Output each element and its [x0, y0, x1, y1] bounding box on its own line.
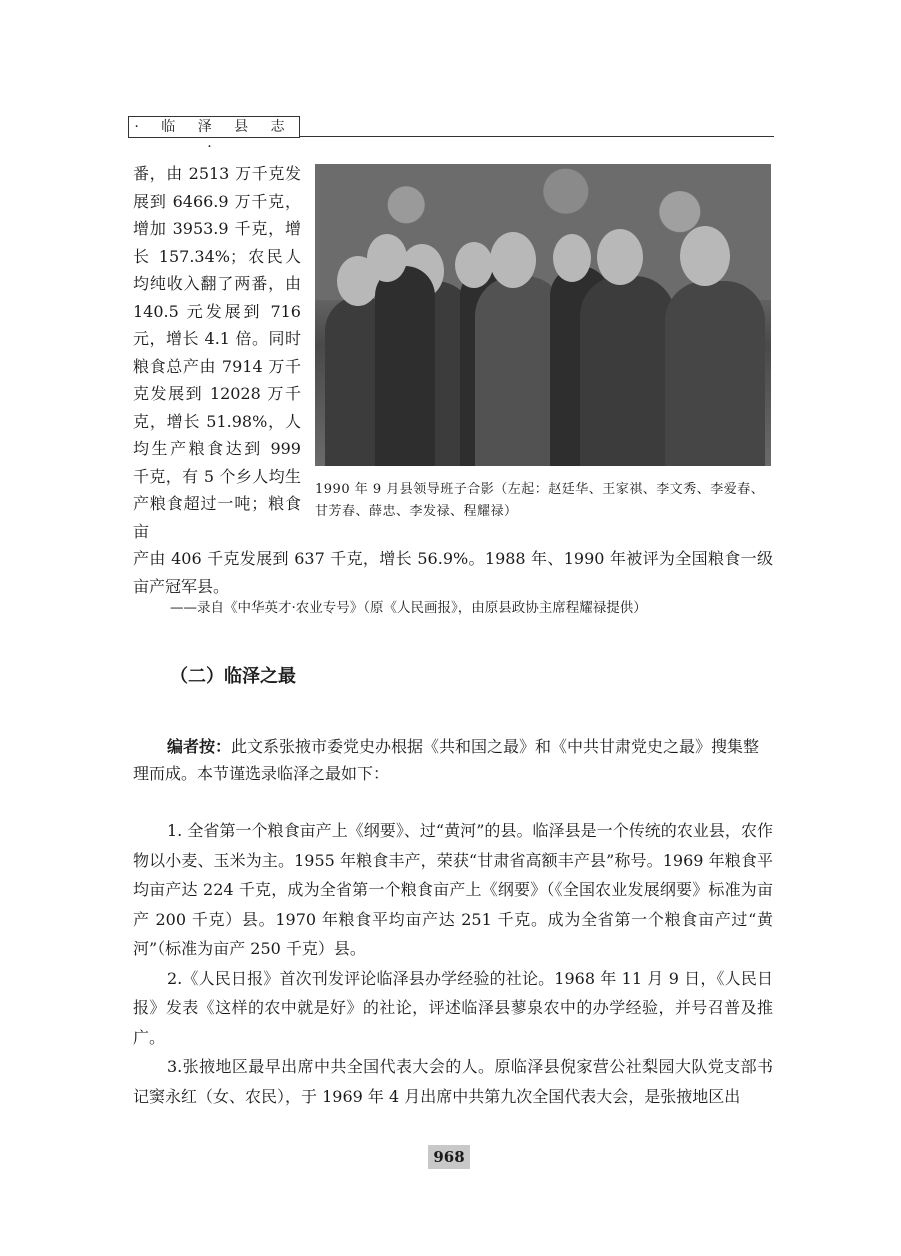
photo-head [367, 234, 407, 282]
photo-caption: 1990 年 9 月县领导班子合影（左起：赵廷华、王家祺、李文秀、李爱春、甘芳春、薛忠、李发禄、程耀禄） [315, 482, 765, 519]
photo-head [680, 226, 730, 286]
editor-note-text: 此文系张掖市委党史办根据《共和国之最》和《中共甘肃党史之最》搜集整理而成。本节谨选录临泽之最如下： [133, 737, 760, 783]
photo-head [455, 242, 493, 288]
photo-person [665, 281, 765, 466]
source-note: ——录自《中华英才·农业专号》（原《人民画报》，由原县政协主席程耀禄提供） [170, 600, 647, 616]
paragraph: 1. 全省第一个粮食亩产上《纲要》、过“黄河”的县。临泽县是一个传统的农业县，农作物以小麦、玉米为主。1955 年粮食丰产，荣获“甘肃省高额丰产县”称号。1969 年粮食平均亩产达 224 千克，成为全省第一个粮食亩产上《纲要》（《全国农业发展纲要》标准为亩产 200 千克）县。1970 年粮食平均亩产达 251 千克。成为全省第一个粮食亩产过“黄河”（标准为亩产 250 千克）县。 [133, 821, 773, 958]
page-number: 968 [428, 1145, 470, 1169]
full-width-text: 产由 406 千克发展到 637 千克，增长 56.9%。1988 年、1990 年被评为全国粮食一级亩产冠军县。 [133, 549, 773, 596]
editor-note [133, 733, 773, 787]
body-text [133, 816, 773, 1111]
photo-person [375, 266, 435, 466]
header-title: · 临 泽 县 志 · [128, 116, 300, 138]
photo-head [490, 232, 536, 288]
editor-note-label: 编者按： [167, 737, 232, 756]
paragraph: 3.张掖地区最早出席中共全国代表大会的人。原临泽县倪家营公社梨园大队党支部书记窦永红（女、农民），于 1969 年 4 月出席中共第九次全国代表大会，是张掖地区出 [133, 1057, 773, 1106]
photo-person [580, 276, 675, 466]
side-text-column [133, 160, 301, 545]
photo-head [597, 229, 643, 285]
group-photo [315, 164, 771, 466]
side-text: 番，由 2513 万千克发展到 6466.9 万千克，增加 3953.9 千克，增长 157.34%；农民人均纯收入翻了两番，由 140.5 元发展到 716 元，增长 4.1 倍。同时粮食总产由 7914 万千克发展到 12028 万千克，增长 51.98%，人均生产粮食达到 999 千克，有 5 个乡人均生产粮食超过一吨；粮食亩 [133, 164, 301, 541]
paragraph: 2.《人民日报》首次刊发评论临泽县办学经验的社论。1968 年 11 月 9 日，《人民日报》发表《这样的农中就是好》的社论，评述临泽县蓼泉农中的办学经验，并号召普及推广。 [133, 968, 773, 1047]
running-header [128, 116, 774, 155]
section-title: （二）临泽之最 [170, 666, 296, 687]
header-rule [300, 136, 774, 137]
photo-head [553, 234, 591, 282]
